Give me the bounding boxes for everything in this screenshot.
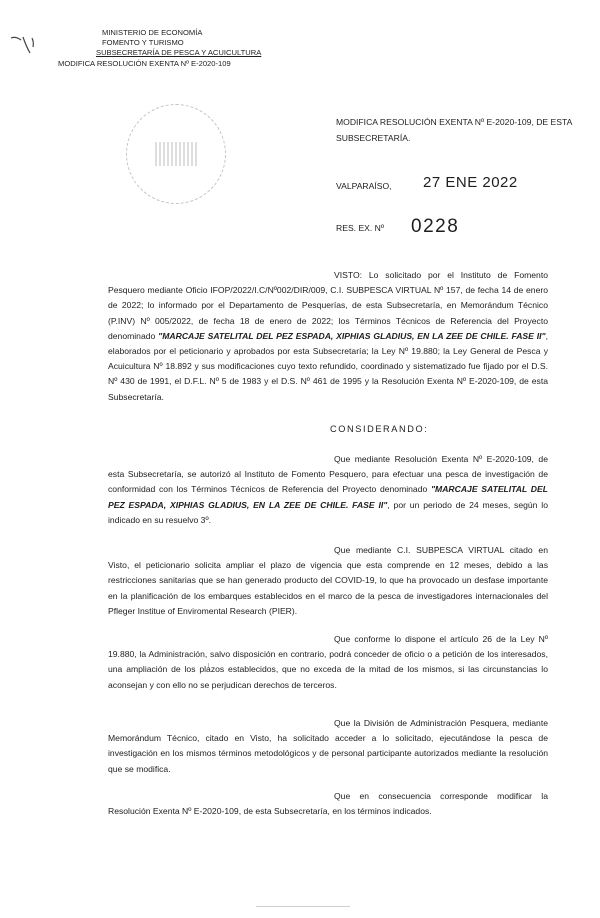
considerando-heading: CONSIDERANDO: <box>330 424 429 434</box>
considerando-paragraph-4: Que la División de Administración Pesquera, mediante Memorándum Técnico, citado en Visto, ha solicitado acceder a lo solicitado, ejecutándose la pesca de investigación en los mismos términos metodológicos y de personal participante autorizados mediante la resolución que se modifica. <box>108 718 548 774</box>
visto-paragraph: VISTO: Lo solicitado por el Instituto de Fomento Pesquero mediante Oficio IFOP/2022/I.C/Nº002/DIR/009, C.I. SUBPESCA VIRTUAL Nº 157, de fecha 14 de enero de 2022; lo informado por el Departamento de Pesquerías, de esta Subsecretaría, en Memorándum Técnico (P.INV) Nº 005/2022, de fecha 18 de enero de 2022; los Términos Técnicos de Referencia del Proyecto denominado "MARCAJE SATELITAL DEL PEZ ESPADA, XIPHIAS GLADIUS, EN LA ZEE DE CHILE. FASE II", elaborados por el peticionario y aprobados por esta Subsecretaría; la Ley Nº 19.880; la Ley General de Pesca y Acuicultura Nº 18.892 y sus modificaciones cuyo texto refundido, coordinado y sistematizado fue fijado por el D.S. Nº 430 de 1991, el D.F.L. Nº 5 de 1983 y el D.S. Nº 461 de 1995 y la Resolución Exenta Nº E-2020-109, de esta Subsecretaría. <box>108 270 548 402</box>
considerando-paragraph-2: Que mediante C.I. SUBPESCA VIRTUAL citado en Visto, el peticionario solicita ampliar el plazo de vigencia que esta comprende en 12 meses, debido a las restricciones sanitarias que se han generado producto del COVID-19, lo que ha provocado un desfase importante en la planificación de los embarques establecidos en el marco de la pesca de investigadores internacionales del Pfleger Institue of Enviromental Research (PIER). <box>108 545 548 616</box>
considerando-paragraph-5: Que en consecuencia corresponde modificar la Resolución Exenta Nº E-2020-109, de esta Subsecretaría, en los términos indicados. <box>108 791 548 817</box>
header-reference: MODIFICA RESOLUCIÓN EXENTA Nº E-2020-109 <box>58 59 231 68</box>
subsecretaria-name: SUBSECRETARÍA DE PESCA Y ACUICULTURA <box>96 48 262 57</box>
bottom-scan-line <box>256 906 350 907</box>
considerando-paragraph-3: Que conforme lo dispone el artículo 26 de la Ley Nº 19.880, la Administración, salvo disposición en contrario, podrá conceder de oficio o a petición de los interesados, una ampliación de los plazos establecidos, que no exceda de la mitad de los mismos, si las circunstancias lo aconsejan y con ello no se perjudican derechos de terceros. <box>108 634 548 690</box>
resolution-date: 27 ENE 2022 <box>423 174 518 191</box>
considerando-paragraph-1: Que mediante Resolución Exenta Nº E-2020-109, de esta Subsecretaría, se autorizó al Instituto de Fomento Pesquero, para efectuar una pesca de investigación de conformidad con los Términos Técnicos de Referencia del Proyecto denominado "MARCAJE SATELITAL DEL PEZ ESPADA, XIPHIAS GLADIUS, EN LA ZEE DE CHILE. FASE II", por un periodo de 24 meses, según lo indicado en su resuelvo 3º. <box>108 454 548 525</box>
project-name: "MARCAJE SATELITAL DEL PEZ ESPADA, XIPHIAS GLADIUS, EN LA ZEE DE CHILE. FASE II" <box>108 484 548 510</box>
stamp-inner-text <box>155 142 197 166</box>
ministry-name: MINISTERIO DE ECONOMÍA <box>102 28 203 37</box>
resolution-label: RES. EX. Nº <box>336 223 385 233</box>
ministry-subtitle: FOMENTO Y TURISMO <box>102 38 184 47</box>
official-stamp <box>126 104 226 204</box>
dateline-place: VALPARAÍSO, <box>336 181 392 191</box>
handwritten-mark <box>8 34 38 56</box>
visto-label: VISTO: <box>334 270 363 280</box>
project-name: "MARCAJE SATELITAL DEL PEZ ESPADA, XIPHIAS GLADIUS, EN LA ZEE DE CHILE. FASE II" <box>158 330 546 341</box>
reference-title: MODIFICA RESOLUCIÓN EXENTA Nº E-2020-109, DE ESTA SUBSECRETARÍA. <box>336 117 572 143</box>
resolution-number: 0228 <box>411 216 460 237</box>
